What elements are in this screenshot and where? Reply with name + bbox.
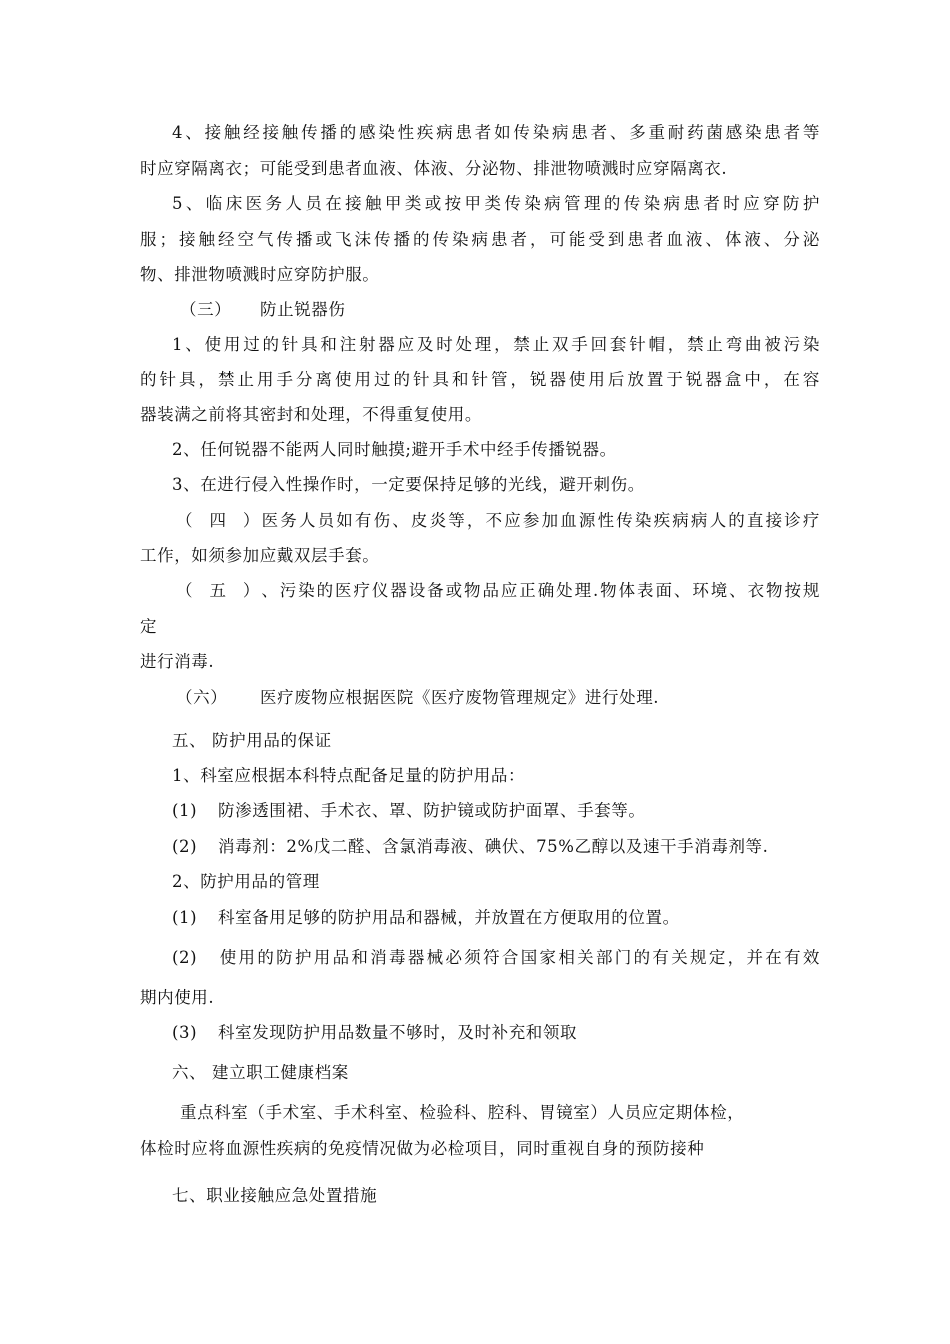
section-5-text: 、污染的医疗仪器设备或物品应正确处理.物体表面、环境、衣物按规 bbox=[260, 581, 820, 600]
section-6-heading bbox=[176, 687, 820, 709]
health-records-line-1: 重点科室（手术室、手术科室、检验科、腔科、胃镜室）人员应定期体检， bbox=[180, 1103, 745, 1122]
section-5-line-3: 进行消毒. bbox=[140, 652, 215, 671]
management-sub-item-1-text: 科室备用足够的防护用品和器械，并放置在方便取用的位置。 bbox=[218, 908, 680, 927]
management-sub-item-3-text: 科室发现防护用品数量不够时，及时补充和领取 bbox=[218, 1023, 578, 1042]
supplies-sub-item-2 bbox=[172, 836, 820, 858]
supplies-sub-item-1-label: (1) bbox=[172, 801, 198, 820]
section-6-text: 医疗废物应根据医院《医疗废物管理规定》进行处理. bbox=[260, 688, 660, 707]
management-sub-item-3 bbox=[172, 1022, 820, 1044]
section-6-label: （六） bbox=[176, 688, 228, 707]
sharps-item-1-line-1: 1、使用过的针具和注射器应及时处理，禁止双手回套针帽，禁止弯曲被污染 bbox=[172, 335, 820, 354]
section-4-text: 医务人员如有伤、皮炎等，不应参加血源性传染疾病病人的直接诊疗 bbox=[260, 511, 820, 530]
paragraph-5-line-3: 物、排泄物喷溅时应穿防护服。 bbox=[140, 265, 380, 284]
heading-7-emergency-measures: 七、职业接触应急处置措施 bbox=[172, 1186, 378, 1205]
section-3-heading bbox=[180, 299, 820, 321]
sharps-item-3: 3、在进行侵入性操作时，一定要保持足够的光线，避开刺伤。 bbox=[172, 475, 645, 494]
sharps-item-2: 2、任何锐器不能两人同时触摸;避开手术中经手传播锐器。 bbox=[172, 440, 617, 459]
sharps-item-1-line-2: 的针具，禁止用手分离使用过的针具和针管，锐器使用后放置于锐器盒中，在容 bbox=[140, 370, 820, 389]
supplies-sub-item-2-text: 消毒剂：2%戊二醛、含氯消毒液、碘伏、75%乙醇以及速干手消毒剂等. bbox=[218, 837, 769, 856]
paragraph-4-line-1: 4、接触经接触传播的感染性疾病患者如传染病患者、多重耐药菌感染患者等 bbox=[172, 123, 820, 142]
supplies-sub-item-1-text: 防渗透围裙、手术衣、罩、防护镜或防护面罩、手套等。 bbox=[218, 801, 646, 820]
supplies-item-1: 1、科室应根据本科特点配备足量的防护用品： bbox=[172, 766, 526, 785]
management-sub-item-3-label: (3) bbox=[172, 1023, 198, 1042]
section-4-line-2: 工作，如须参加应戴双层手套。 bbox=[140, 546, 380, 565]
management-sub-item-2 bbox=[172, 947, 820, 969]
management-sub-item-2-text: 使用的防护用品和消毒器械必须符合国家相关部门的有关规定，并在有效 bbox=[218, 948, 820, 967]
section-3-text: 防止锐器伤 bbox=[260, 300, 346, 319]
heading-5-protective-supplies: 五、 防护用品的保证 bbox=[172, 731, 332, 750]
paragraph-5-line-2: 服；接触经空气传播或飞沫传播的传染病患者，可能受到患者血液、体液、分泌 bbox=[140, 230, 820, 249]
management-sub-item-2-label: (2) bbox=[172, 948, 198, 967]
section-4-heading bbox=[176, 510, 820, 532]
paragraph-5-line-1: 5、临床医务人员在接触甲类或按甲类传染病管理的传染病患者时应穿防护 bbox=[172, 194, 820, 213]
heading-6-health-records: 六、 建立职工健康档案 bbox=[172, 1063, 349, 1082]
paragraph-4-line-2: 时应穿隔离衣；可能受到患者血液、体液、分泌物、排泄物喷溅时应穿隔离衣. bbox=[140, 159, 728, 178]
section-4-label: （四） bbox=[176, 511, 260, 530]
health-records-line-2: 体检时应将血源性疾病的免疫情况做为必检项目，同时重视自身的预防接种 bbox=[140, 1139, 705, 1158]
management-sub-item-1-label: (1) bbox=[172, 908, 198, 927]
section-5-line-2: 定 bbox=[140, 617, 158, 636]
sharps-item-1-line-3: 器装满之前将其密封和处理，不得重复使用。 bbox=[140, 405, 482, 424]
section-5-heading bbox=[176, 580, 820, 602]
supplies-item-2: 2、防护用品的管理 bbox=[172, 872, 320, 891]
section-5-label: （五） bbox=[176, 581, 260, 600]
management-sub-item-2-line-2: 期内使用. bbox=[140, 988, 215, 1007]
management-sub-item-1 bbox=[172, 907, 820, 929]
section-3-label: （三） bbox=[180, 300, 232, 319]
supplies-sub-item-1 bbox=[172, 800, 820, 822]
supplies-sub-item-2-label: (2) bbox=[172, 837, 198, 856]
